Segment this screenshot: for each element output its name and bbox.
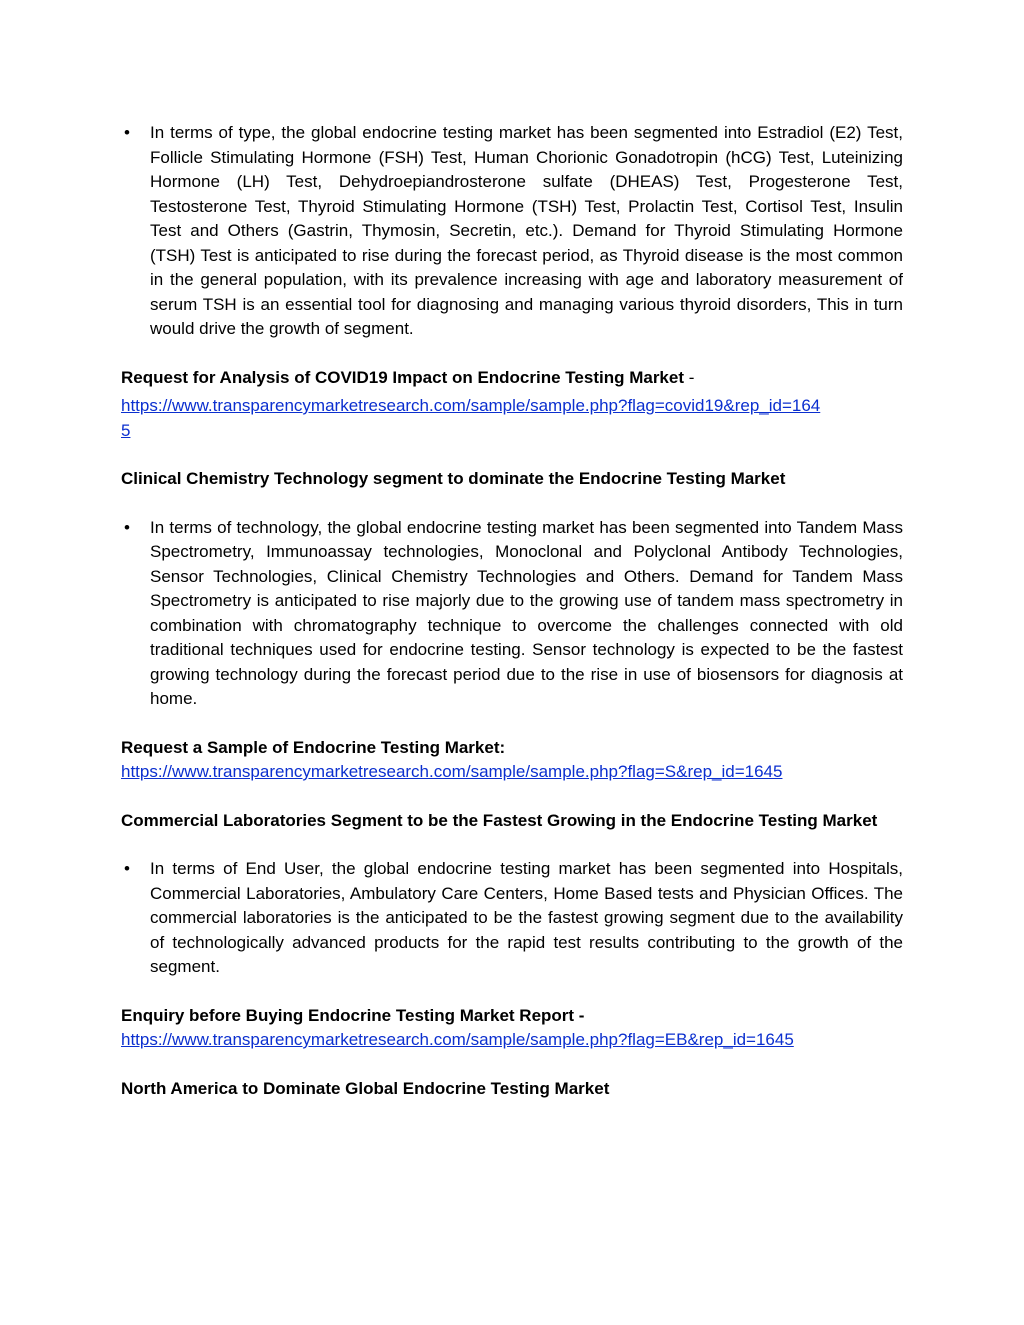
heading-commercial-laboratories: Commercial Laboratories Segment to be the Fastest Growing in the Endocrine Testing Market [121,810,878,830]
bullet-text-end-user: In terms of End User, the global endocrine testing market has been segmented into Hospitals, Commercial Laboratories, Ambulatory Care Centers, Home Based tests and Physician Offices. The commercial laboratories is the anticipated to be the fastest growing segment due to the availability of technologically advanced products for the rapid test results contributing to the growth of the segment. [150,859,903,976]
sample-request-label: Request a Sample of Endocrine Testing Market: [121,737,506,757]
enquiry-block [121,1004,903,1053]
covid-request-separator: - [684,367,695,387]
covid-request-label: Request for Analysis of COVID19 Impact on Endocrine Testing Market [121,367,685,387]
sample-request-block [121,736,903,785]
document-page [121,121,903,1101]
heading-north-america: North America to Dominate Global Endocrine Testing Market [121,1078,610,1098]
bullet-glyph: • [124,517,130,537]
enquiry-link[interactable]: https://www.transparencymarketresearch.com/sample/sample.php?flag=EB&rep_id=1645 [121,1030,794,1049]
bullet-item-type-segmentation [121,121,903,342]
heading-clinical-chemistry: Clinical Chemistry Technology segment to dominate the Endocrine Testing Market [121,469,786,488]
enquiry-label: Enquiry before Buying Endocrine Testing Market Report - [121,1005,585,1025]
sample-request-link[interactable]: https://www.transparencymarketresearch.com/sample/sample.php?flag=S&rep_id=1645 [121,762,783,781]
bullet-text-type: In terms of type, the global endocrine testing market has been segmented into Estradiol (E2) Test, Follicle Stimulating Hormone (FSH) Test, Human Chorionic Gonadotropin (hCG) Test, Luteinizing Hormone (LH) Test, Dehydroepiandrosterone sulfate (DHEAS) Test, Progesterone Test, Testosterone Test, Thyroid Stimulating Hormone (TSH) Test, Prolactin Test, Cortisol Test, Insulin Test and Others (Gastrin, Thymosin, Secretin, etc.). Demand for Thyroid Stimulating Hormone (TSH) Test is anticipated to rise during the forecast period, as Thyroid disease is the most common in the general population, with its prevalence increasing with age and laboratory measurement of serum TSH is an essential tool for diagnosing and managing various thyroid disorders, This in turn would drive the growth of segment. [150,123,903,338]
bullet-text-technology: In terms of technology, the global endocrine testing market has been segmented into Tandem Mass Spectrometry, Immunoassay technologies, Monoclonal and Polyclonal Antibody Technologies, Sensor Technologies, Clinical Chemistry Technologies and Others. Demand for Tandem Mass Spectrometry is anticipated to rise majorly due to the growing use of tandem mass spectrometry in combination with chromatography technique to overcome the challenges connected with old traditional techniques used for endocrine testing. Sensor technology is expected to be the fastest growing technology during the forecast period due to the rise in use of biosensors for diagnosis at home. [150,517,903,708]
covid-request-url-line1: https://www.transparencymarketresearch.com/sample/sample.php?flag=covid19&rep_id=164 [121,396,821,415]
bullet-glyph: • [124,859,130,878]
bullet-item-end-user-segmentation [121,857,903,980]
covid-request-block [121,366,903,444]
covid-request-link[interactable] [121,396,820,440]
bullet-glyph: • [124,123,130,142]
bullet-item-technology-segmentation [121,516,903,712]
covid-request-url-line2: 5 [121,420,131,440]
